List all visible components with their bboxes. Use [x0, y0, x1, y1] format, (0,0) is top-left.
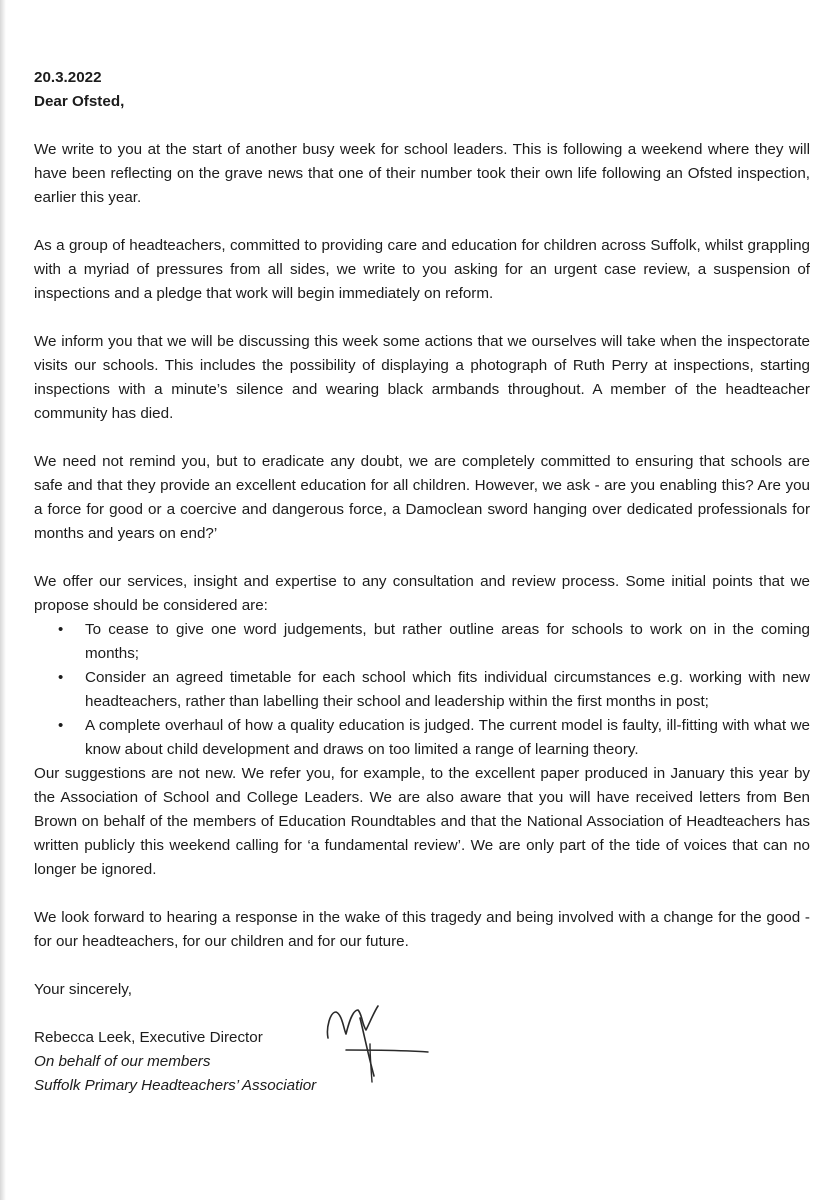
- paragraph-request: As a group of headteachers, committed to providing care and education for children across Suffolk, whilst grappling with a myriad of pressures from all sides, we write to you asking for an urgent case review, a suspension of inspections and a pledge that work will begin immediately on reform.: [34, 237, 810, 302]
- paragraph-offer: We offer our services, insight and expertise to any consultation and review process. Some initial points that we propose should be considered are:: [34, 573, 810, 614]
- proposal-list: [34, 618, 810, 762]
- paragraph-commitment: We need not remind you, but to eradicate any doubt, we are completely committed to ensuring that schools are safe and that they provide an excellent education for all children. However, we ask - are you enabling this? Are you a force for good or a coercive and dangerous force, a Damoclean sword hanging over dedicated professionals for months and years on end?’: [34, 453, 810, 542]
- page-edge-shadow: [0, 0, 6, 1200]
- signatory-on-behalf: On behalf of our members: [34, 1053, 211, 1070]
- letter-date: 20.3.2022: [34, 69, 102, 86]
- letter-salutation: Dear Ofsted,: [34, 93, 125, 110]
- signatory-organisation: Suffolk Primary Headteachers’ Associatior: [34, 1077, 317, 1094]
- letter-body: [34, 66, 810, 1098]
- handwritten-signature: [318, 1004, 436, 1084]
- signoff: Your sincerely,: [34, 981, 132, 998]
- signatory-name: Rebecca Leek, Executive Director: [34, 1029, 263, 1046]
- list-item: • To cease to give one word judgements, but rather outline areas for schools to work on in the coming months;: [34, 618, 810, 666]
- list-item: • A complete overhaul of how a quality education is judged. The current model is faulty, ill-fitting with what we know about child development and draws on too limited a range of learning theory.: [34, 714, 810, 762]
- paragraph-suggestions: Our suggestions are not new. We refer you, for example, to the excellent paper produced in January this year by the Association of School and College Leaders. We are also aware that you will have received letters from Ben Brown on behalf of the members of Education Roundtables and that the National Association of Headteachers has written publicly this weekend calling for ‘a fundamental review’. We are only part of the tide of voices that can no longer be ignored.: [34, 765, 810, 878]
- list-item: • Consider an agreed timetable for each school which fits individual circumstances e.g. working with new headteachers, rather than labelling their school and leadership within the first months in post;: [34, 666, 810, 714]
- paragraph-context: We write to you at the start of another busy week for school leaders. This is following a weekend where they will have been reflecting on the grave news that one of their number took their own life following an Ofsted inspection, earlier this year.: [34, 141, 810, 206]
- paragraph-actions: We inform you that we will be discussing this week some actions that we ourselves will take when the inspectorate visits our schools. This includes the possibility of displaying a photograph of Ruth Perry at inspections, starting inspections with a minute’s silence and wearing black armbands throughout. A member of the headteacher community has died.: [34, 333, 810, 422]
- paragraph-closing: We look forward to hearing a response in the wake of this tragedy and being involved with a change for the good - for our headteachers, for our children and for our future.: [34, 909, 810, 950]
